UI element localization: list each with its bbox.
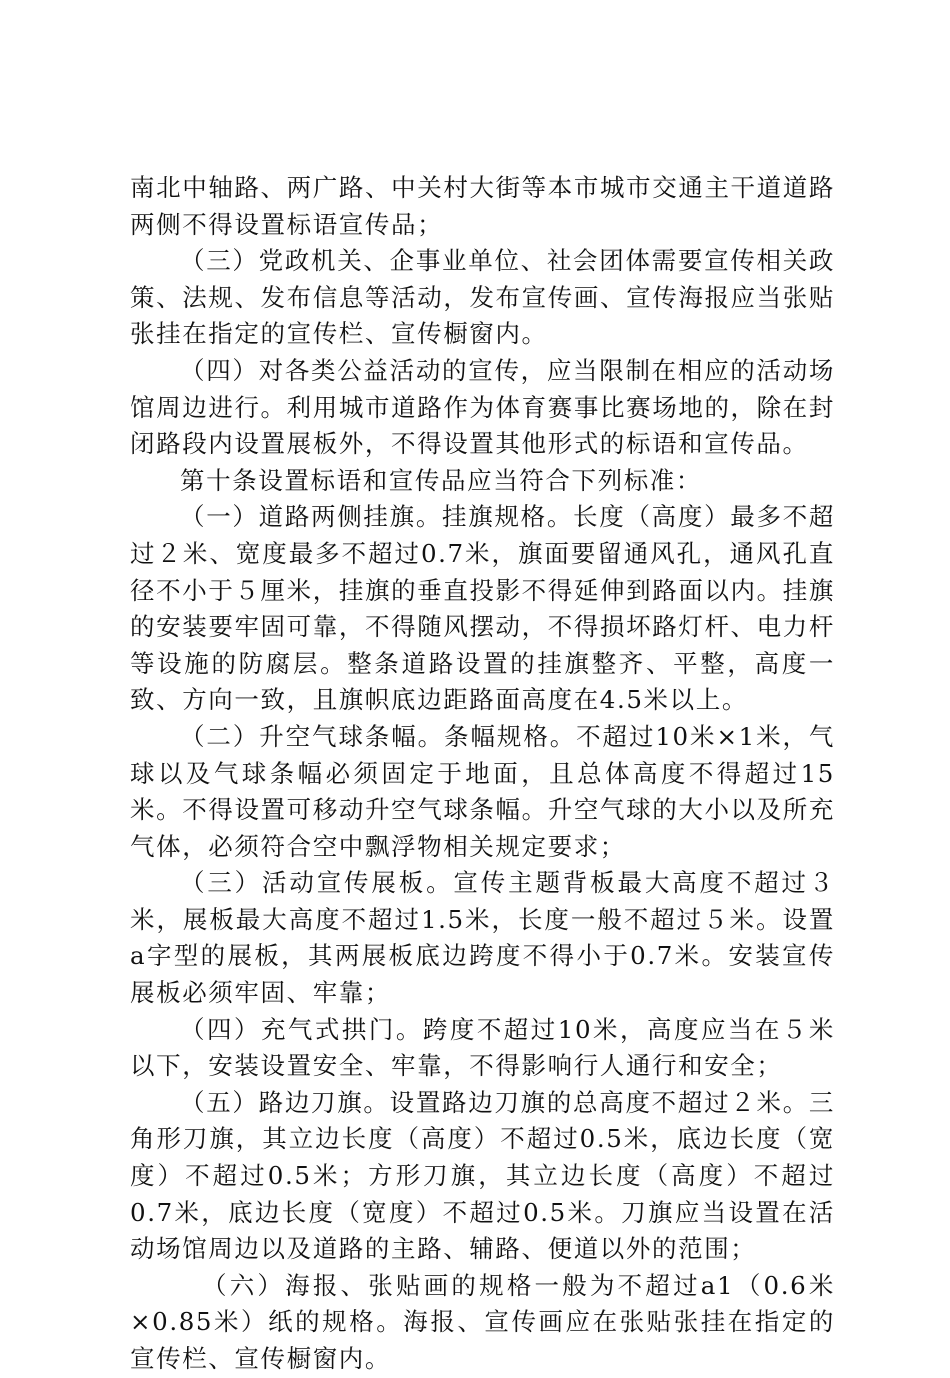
paragraph-standard-1: （一）道路两侧挂旗。挂旗规格。长度（高度）最多不超过２米、宽度最多不超过0.7米，旗面要留通风孔，通风孔直径不小于５厘米，挂旗的垂直投影不得延伸到路面以内。挂旗的安装要牢固可靠，不得随风摆动，不得损坏路灯杆、电力杆等设施的防腐层。整条道路设置的挂旗整齐、平整，高度一致、方向一致，且旗帜底边距路面高度在4.5米以上。 (130, 502, 835, 715)
paragraph-article-10: 第十条设置标语和宣传品应当符合下列标准： (180, 465, 702, 495)
paragraph-standard-3: （三）活动宣传展板。宣传主题背板最大高度不超过３米，展板最大高度不超过1.5米，长度一般不超过５米。设置a字型的展板，其两展板底边跨度不得小于0.7米。安装宣传展板必须牢固、牢靠； (130, 868, 835, 1008)
document-body (130, 170, 835, 1378)
paragraph-standard-2: （二）升空气球条幅。条幅规格。不超过10米×1米，气球以及气球条幅必须固定于地面，且总体高度不得超过15米。不得设置可移动升空气球条幅。升空气球的大小以及所充气体，必须符合空中飘浮物相关规定要求； (130, 721, 835, 861)
paragraph-standard-4: （四）充气式拱门。跨度不超过10米，高度应当在５米以下，安装设置安全、牢靠，不得影响行人通行和安全； (130, 1014, 835, 1081)
paragraph-continuation: 南北中轴路、两广路、中关村大街等本市城市交通主干道道路两侧不得设置标语宣传品； (130, 173, 835, 239)
paragraph-item-3: （三）党政机关、企事业单位、社会团体需要宣传相关政策、法规、发布信息等活动，发布宣传画、宣传海报应当张贴张挂在指定的宣传栏、宣传橱窗内。 (130, 246, 835, 349)
paragraph-standard-6: （六）海报、张贴画的规格一般为不超过a1（0.6米×0.85米）纸的规格。海报、宣传画应在张贴张挂在指定的宣传栏、宣传橱窗内。 (130, 1270, 835, 1373)
paragraph-item-4: （四）对各类公益活动的宣传，应当限制在相应的活动场馆周边进行。利用城市道路作为体育赛事比赛场地的，除在封闭路段内设置展板外，不得设置其他形式的标语和宣传品。 (130, 355, 835, 459)
paragraph-standard-5: （五）路边刀旗。设置路边刀旗的总高度不超过２米。三角形刀旗，其立边长度（高度）不超过0.5米，底边长度（宽度）不超过0.5米；方形刀旗，其立边长度（高度）不超过0.7米，底边长度（宽度）不超过0.5米。刀旗应当设置在活动场馆周边以及道路的主路、辅路、便道以外的范围； (130, 1087, 835, 1264)
